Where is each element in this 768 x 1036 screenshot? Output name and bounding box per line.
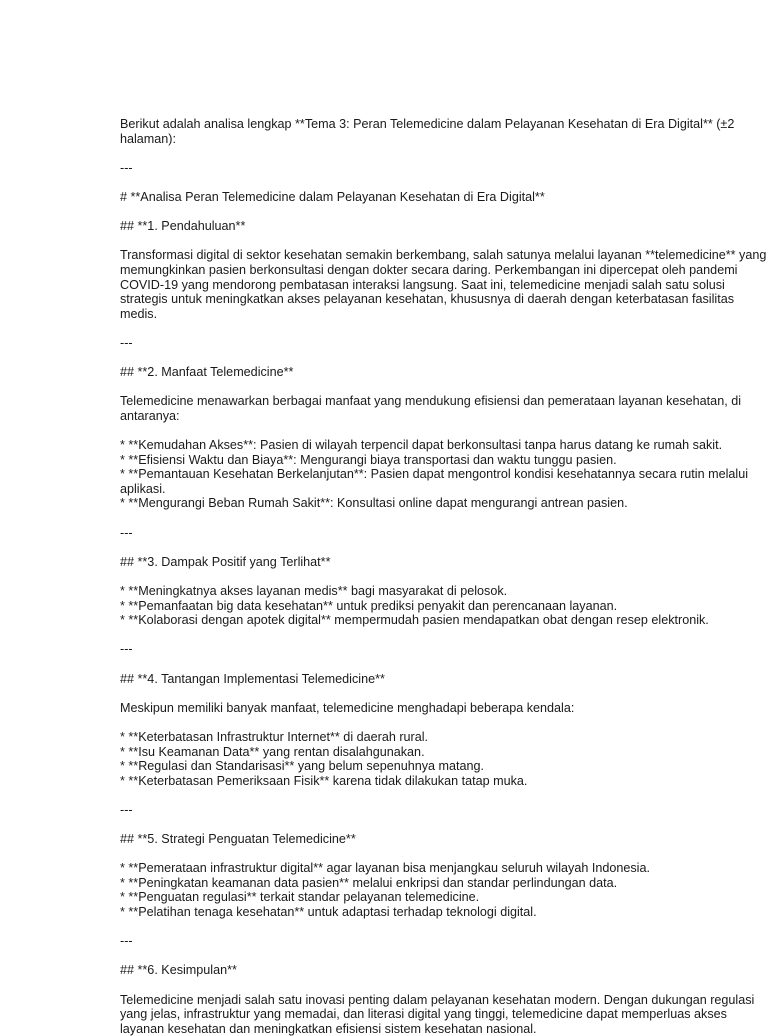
section-heading: ## **4. Tantangan Implementasi Telemedicine** bbox=[120, 671, 385, 686]
list-item: * **Isu Keamanan Data** yang rentan disalahgunakan. bbox=[120, 744, 425, 759]
section-heading: ## **3. Dampak Positif yang Terlihat** bbox=[120, 554, 331, 569]
document-title: # **Analisa Peran Telemedicine dalam Pelayanan Kesehatan di Era Digital** bbox=[120, 189, 545, 204]
divider: --- bbox=[120, 642, 133, 657]
list-item: * **Keterbatasan Pemeriksaan Fisik** karena tidak dilakukan tatap muka. bbox=[120, 773, 528, 788]
section-heading: ## **5. Strategi Penguatan Telemedicine** bbox=[120, 832, 356, 847]
list-item: * **Pelatihan tenaga kesehatan** untuk adaptasi terhadap teknologi digital. bbox=[120, 905, 537, 920]
divider: --- bbox=[120, 802, 133, 817]
list-item: * **Pemanfaatan big data kesehatan** untuk prediksi penyakit dan perencanaan layanan. bbox=[120, 598, 618, 613]
section-heading: ## **6. Kesimpulan** bbox=[120, 963, 237, 978]
list-item: * **Pemerataan infrastruktur digital** agar layanan bisa menjangkau seluruh wilayah Indonesia. bbox=[120, 861, 650, 876]
divider: --- bbox=[120, 160, 133, 175]
section-paragraph: Telemedicine menjadi salah satu inovasi penting dalam pelayanan kesehatan modern. Dengan dukungan regulasi yang jelas, infrastruktur yang memadai, dan literasi digital yang tinggi, telemedicine dapat memperluas akses layanan kesehatan dan meningkatkan efisiensi sistem kesehatan nasional. bbox=[120, 992, 755, 1036]
list-item: * **Kolaborasi dengan apotek digital** mempermudah pasien mendapatkan obat dengan resep elektronik. bbox=[120, 613, 709, 628]
divider: --- bbox=[120, 525, 133, 540]
list-item: * **Keterbatasan Infrastruktur Internet** di daerah rural. bbox=[120, 729, 429, 744]
list-item: * **Efisiensi Waktu dan Biaya**: Mengurangi biaya transportasi dan waktu tunggu pasien. bbox=[120, 452, 617, 467]
section-paragraph: Transformasi digital di sektor kesehatan semakin berkembang, salah satunya melalui layanan **telemedicine** yang memungkinkan pasien berkonsultasi dengan dokter secara daring. Perkembangan ini dipercepat oleh pandemi COVID-19 yang mendorong pembatasan interaksi langsung. Saat ini, telemedicine menjadi salah satu solusi strategis untuk meningkatkan akses pelayanan kesehatan, khususnya di daerah dengan keterbatasan fasilitas medis. bbox=[120, 248, 767, 321]
divider: --- bbox=[120, 934, 133, 949]
list-item: * **Kemudahan Akses**: Pasien di wilayah terpencil dapat berkonsultasi tanpa harus datang ke rumah sakit. bbox=[120, 438, 723, 453]
section-paragraph: Meskipun memiliki banyak manfaat, telemedicine menghadapi beberapa kendala: bbox=[120, 700, 575, 715]
section-heading: ## **2. Manfaat Telemedicine** bbox=[120, 365, 294, 380]
section-heading: ## **1. Pendahuluan** bbox=[120, 219, 246, 234]
list-item: * **Peningkatan keamanan data pasien** melalui enkripsi dan standar perlindungan data. bbox=[120, 875, 618, 890]
list-item: * **Regulasi dan Standarisasi** yang belum sepenuhnya matang. bbox=[120, 759, 485, 774]
list-item: * **Pemantauan Kesehatan Berkelanjutan**: Pasien dapat mengontrol kondisi kesehatannya secara rutin melalui aplikasi. bbox=[120, 467, 748, 496]
document-page bbox=[120, 117, 768, 1036]
list-item: * **Penguatan regulasi** terkait standar pelayanan telemedicine. bbox=[120, 890, 480, 905]
list-item: * **Mengurangi Beban Rumah Sakit**: Konsultasi online dapat mengurangi antrean pasien. bbox=[120, 496, 628, 511]
intro-paragraph: Berikut adalah analisa lengkap **Tema 3: Peran Telemedicine dalam Pelayanan Kesehatan di Era Digital** (±2 halaman): bbox=[120, 117, 735, 146]
list-item: * **Meningkatnya akses layanan medis** bagi masyarakat di pelosok. bbox=[120, 584, 508, 598]
section-paragraph: Telemedicine menawarkan berbagai manfaat yang mendukung efisiensi dan pemerataan layanan kesehatan, di antaranya: bbox=[120, 394, 741, 423]
divider: --- bbox=[120, 335, 133, 350]
